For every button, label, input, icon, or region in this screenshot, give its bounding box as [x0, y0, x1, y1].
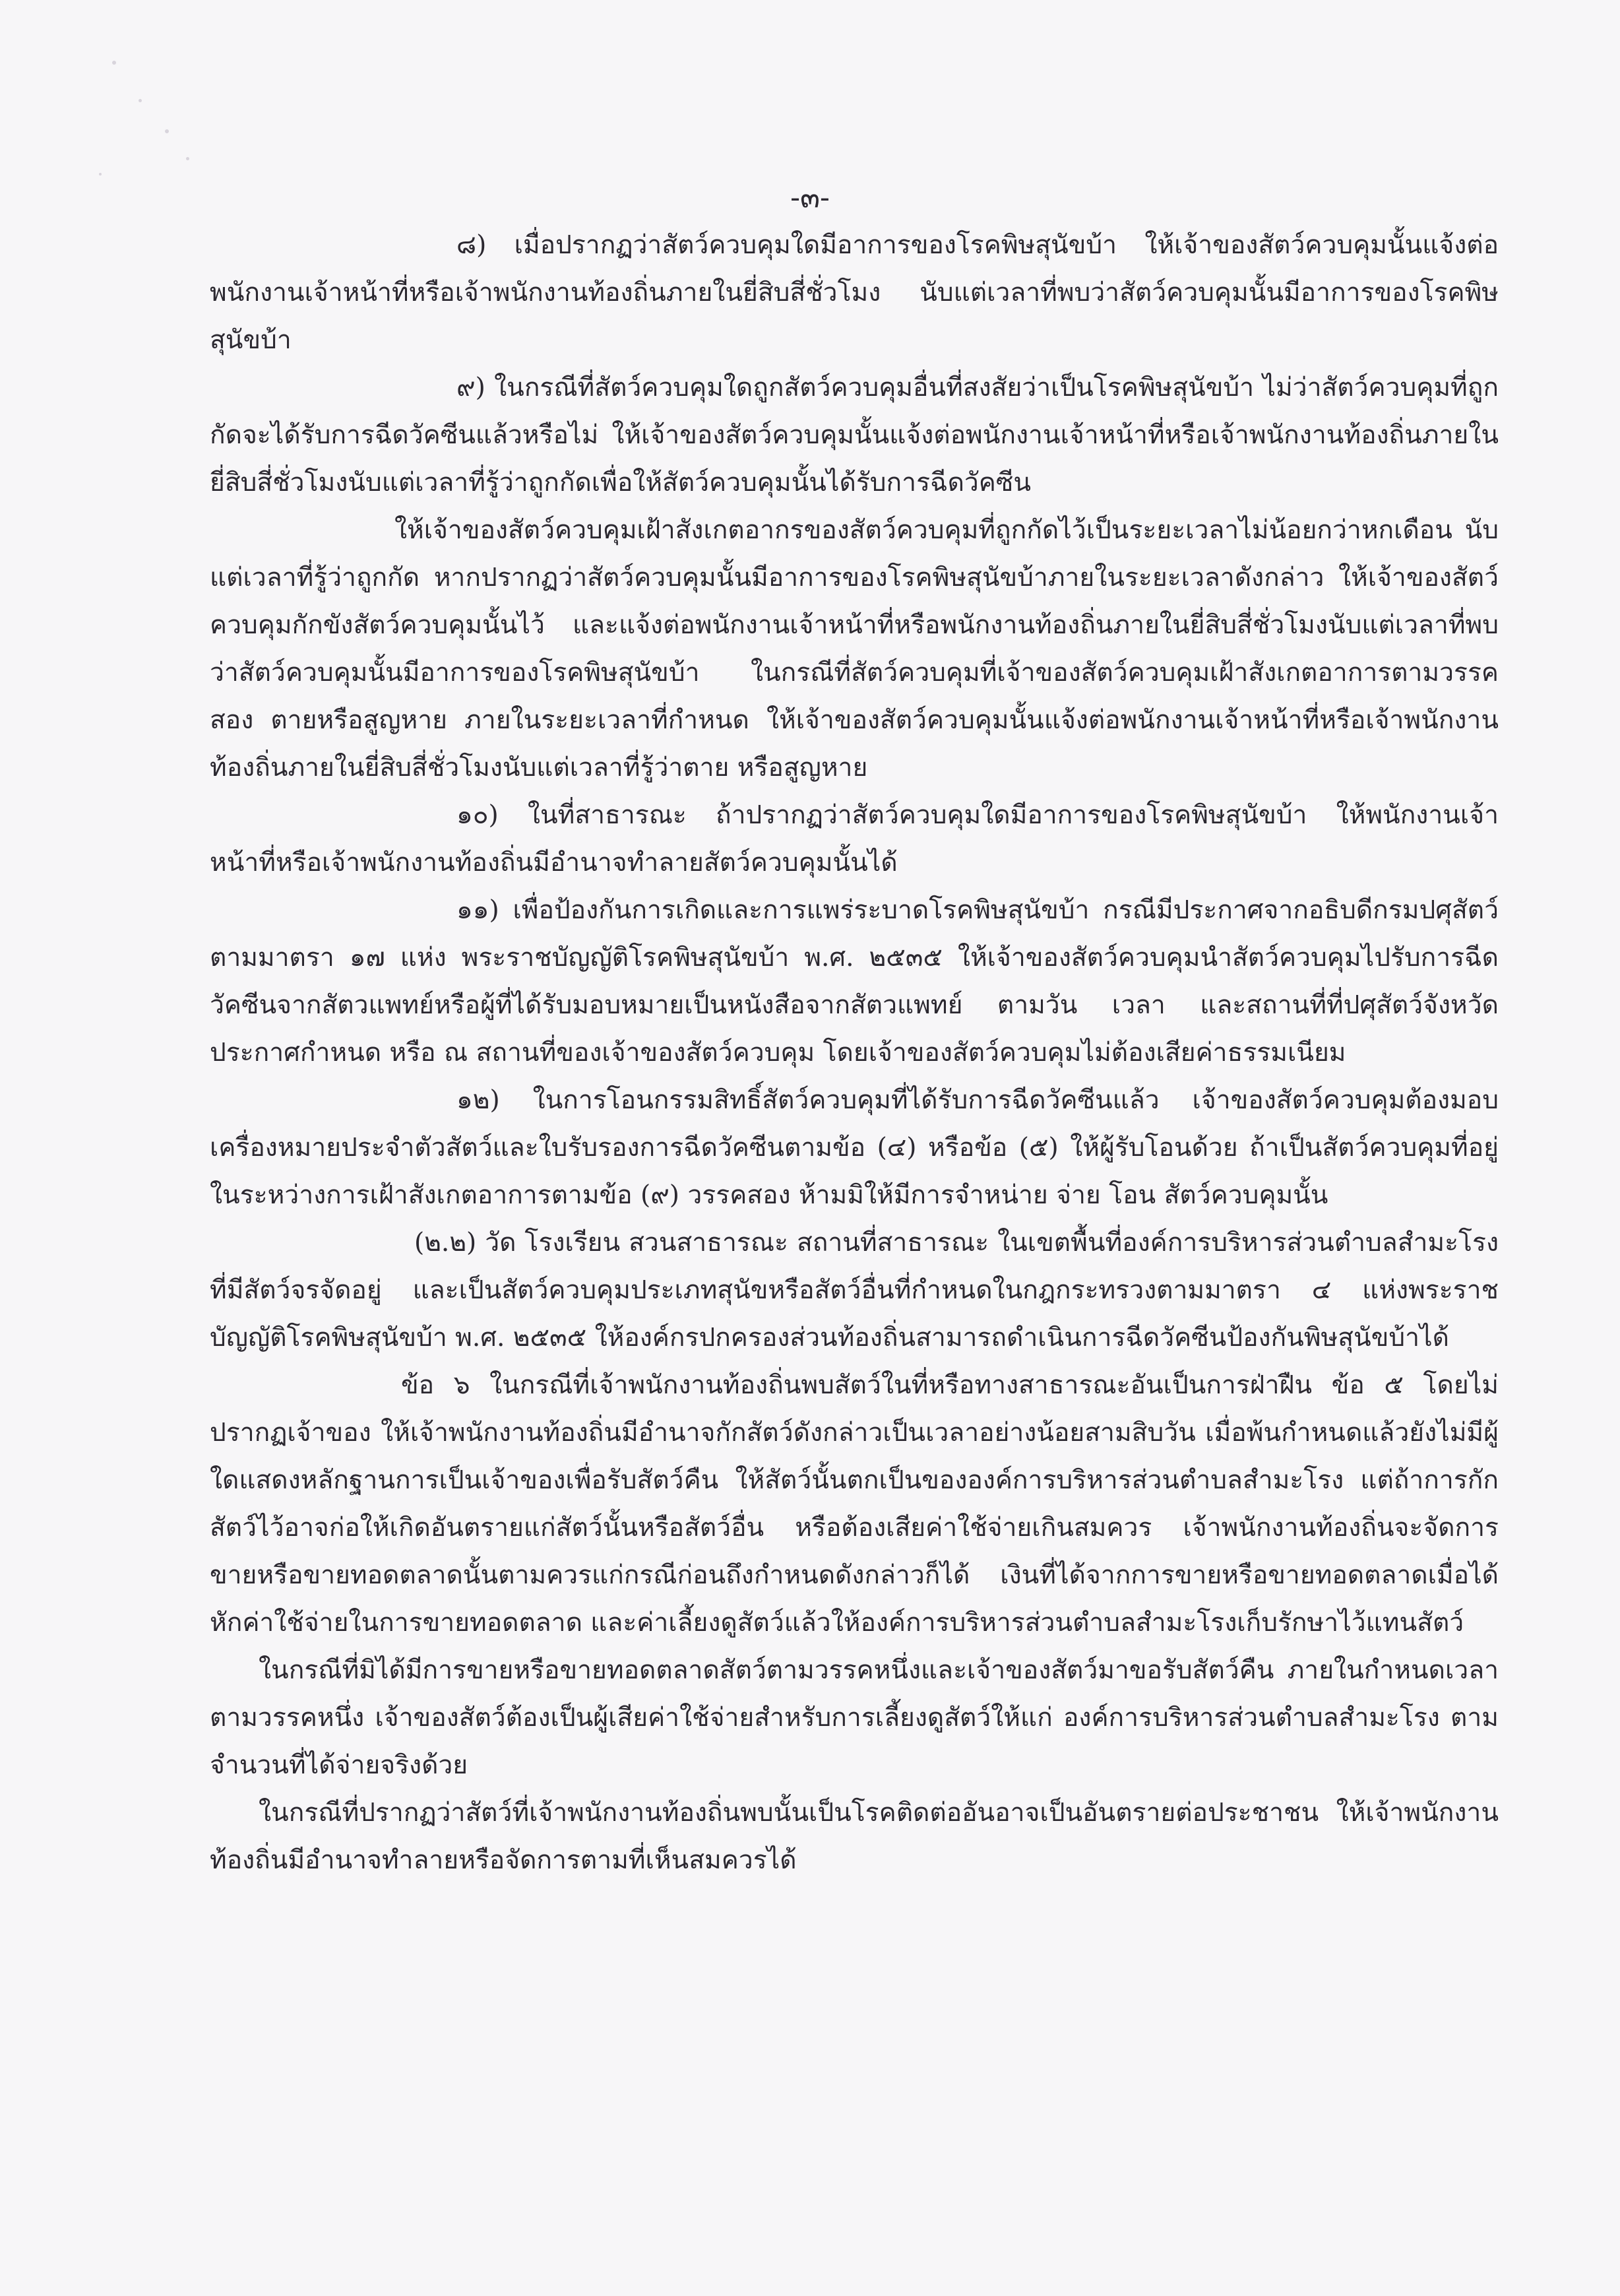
clause-12: ๑๒) ในการโอนกรรมสิทธิ์สัตว์ควบคุมที่ได้รับการฉีดวัคซีนแล้ว เจ้าของสัตว์ควบคุมต้องมอบเครื่องหมายประจำตัวสัตว์และใบรับรองการฉีดวัคซีนตามข้อ (๔) หรือข้อ (๕) ให้ผู้รับโอนด้วย ถ้าเป็นสัตว์ควบคุมที่อยู่ในระหว่างการเฝ้าสังเกตอาการตามข้อ (๙) วรรคสอง ห้ามมิให้มีการจำหน่าย จ่าย โอน สัตว์ควบคุมนั้น — [210, 1085, 1499, 1210]
article-6-paragraph-3: ในกรณีที่ปรากฏว่าสัตว์ที่เจ้าพนักงานท้องถิ่นพบนั้นเป็นโรคติดต่ออันอาจเป็นอันตรายต่อประชาชน ให้เจ้าพนักงานท้องถิ่นมีอำนาจทำลายหรือจัดการตามที่เห็นสมควรได้ — [210, 1798, 1499, 1875]
article-6-paragraph-2: ในกรณีที่มิได้มีการขายหรือขายทอดตลาดสัตว์ตามวรรคหนึ่งและเจ้าของสัตว์มาขอรับสัตว์คืน ภายในกำหนดเวลาตามวรรคหนึ่ง เจ้าของสัตว์ต้องเป็นผู้เสียค่าใช้จ่ายสำหรับการเลี้ยงดูสัตว์ให้แก่ องค์การบริหารส่วนตำบลสำมะโรง ตามจำนวนที่ได้จ่ายจริงด้วย — [210, 1655, 1499, 1780]
paper-speck — [139, 99, 142, 102]
paper-speck — [186, 157, 189, 160]
document-body — [210, 222, 1499, 1884]
clause-9: ๙) ในกรณีที่สัตว์ควบคุมใดถูกสัตว์ควบคุมอื่นที่สงสัยว่าเป็นโรคพิษสุนัขบ้า ไม่ว่าสัตว์ควบคุมที่ถูกกัดจะได้รับการฉีดวัคซีนแล้วหรือไม่ ให้เจ้าของสัตว์ควบคุมนั้นแจ้งต่อพนักงานเจ้าหน้าที่หรือเจ้าพนักงานท้องถิ่นภายในยี่สิบสี่ชั่วโมงนับแต่เวลาที่รู้ว่าถูกกัดเพื่อให้สัตว์ควบคุมนั้นได้รับการฉีดวัคซีน — [210, 373, 1499, 497]
paper-speck — [99, 173, 102, 175]
clause-9-paragraph-2: ให้เจ้าของสัตว์ควบคุมเฝ้าสังเกตอากรของสัตว์ควบคุมที่ถูกกัดไว้เป็นระยะเวลาไม่น้อยกว่าหกเดือน นับแต่เวลาที่รู้ว่าถูกกัด หากปรากฏว่าสัตว์ควบคุมนั้นมีอาการของโรคพิษสุนัขบ้าภายในระยะเวลาดังกล่าว ให้เจ้าของสัตว์ควบคุมกักขังสัตว์ควบคุมนั้นไว้ และแจ้งต่อพนักงานเจ้าหน้าที่หรือพนักงานท้องถิ่นภายในยี่สิบสี่ชั่วโมงนับแต่เวลาที่พบว่าสัตว์ควบคุมนั้นมีอาการของโรคพิษสุนัขบ้า ในกรณีที่สัตว์ควบคุมที่เจ้าของสัตว์ควบคุมเฝ้าสังเกตอาการตามวรรคสอง ตายหรือสูญหาย ภายในระยะเวลาที่กำหนด ให้เจ้าของสัตว์ควบคุมนั้นแจ้งต่อพนักงานเจ้าหน้าที่หรือเจ้าพนักงานท้องถิ่นภายในยี่สิบสี่ชั่วโมงนับแต่เวลาที่รู้ว่าตาย หรือสูญหาย — [210, 515, 1499, 782]
clause-11: ๑๑) เพื่อป้องกันการเกิดและการแพร่ระบาดโรคพิษสุนัขบ้า กรณีมีประกาศจากอธิบดีกรมปศุสัตว์ตามมาตรา ๑๗ แห่ง พระราชบัญญัติโรคพิษสุนัขบ้า พ.ศ. ๒๕๓๕ ให้เจ้าของสัตว์ควบคุมนำสัตว์ควบคุมไปรับการฉีดวัคซีนจากสัตวแพทย์หรือผู้ที่ได้รับมอบหมายเป็นหนังสือจากสัตวแพทย์ ตามวัน เวลา และสถานที่ที่ปศุสัตว์จังหวัดประกาศกำหนด หรือ ณ สถานที่ของเจ้าของสัตว์ควบคุม โดยเจ้าของสัตว์ควบคุมไม่ต้องเสียค่าธรรมเนียม — [210, 895, 1499, 1068]
clause-2-2: (๒.๒) วัด โรงเรียน สวนสาธารณะ สถานที่สาธารณะ ในเขตพื้นที่องค์การบริหารส่วนตำบลสำมะโรง ที่มีสัตว์จรจัดอยู่ และเป็นสัตว์ควบคุมประเภทสุนัขหรือสัตว์อื่นที่กำหนดในกฎกระทรวงตามมาตรา ๔ แห่งพระราชบัญญัติโรคพิษสุนัขบ้า พ.ศ. ๒๕๓๕ ให้องค์กรปกครองส่วนท้องถิ่นสามารถดำเนินการฉีดวัคซีนป้องกันพิษสุนัขบ้าได้ — [210, 1228, 1499, 1353]
page-number: -๓- — [790, 181, 830, 214]
article-6: ข้อ ๖ ในกรณีที่เจ้าพนักงานท้องถิ่นพบสัตว์ในที่หรือทางสาธารณะอันเป็นการฝ่าฝืน ข้อ ๕ โดยไม่ปรากฏเจ้าของ ให้เจ้าพนักงานท้องถิ่นมีอำนาจกักสัตว์ดังกล่าวเป็นเวลาอย่างน้อยสามสิบวัน เมื่อพ้นกำหนดแล้วยังไม่มีผู้ใดแสดงหลักฐานการเป็นเจ้าของเพื่อรับสัตว์คืน ให้สัตว์นั้นตกเป็นขององค์การบริหารส่วนตำบลสำมะโรง แต่ถ้าการกักสัตว์ไว้อาจก่อให้เกิดอันตรายแก่สัตว์นั้นหรือสัตว์อื่น หรือต้องเสียค่าใช้จ่ายเกินสมควร เจ้าพนักงานท้องถิ่นจะจัดการขายหรือขายทอดตลาดนั้นตามควรแก่กรณีก่อนถึงกำหนดดังกล่าวก็ได้ เงินที่ได้จากการขายหรือขายทอดตลาดเมื่อได้หักค่าใช้จ่ายในการขายทอดตลาด และค่าเลี้ยงดูสัตว์แล้วให้องค์การบริหารส่วนตำบลสำมะโรงเก็บรักษาไว้แทนสัตว์ — [210, 1370, 1499, 1638]
paper-speck — [112, 61, 116, 65]
clause-10: ๑๐) ในที่สาธารณะ ถ้าปรากฏว่าสัตว์ควบคุมใดมีอาการของโรคพิษสุนัขบ้า ให้พนักงานเจ้าหน้าที่หรือเจ้าพนักงานท้องถิ่นมีอำนาจทำลายสัตว์ควบคุมนั้นได้ — [210, 800, 1499, 877]
clause-8: ๘) เมื่อปรากฏว่าสัตว์ควบคุมใดมีอาการของโรคพิษสุนัขบ้า ให้เจ้าของสัตว์ควบคุมนั้นแจ้งต่อพนักงานเจ้าหน้าที่หรือเจ้าพนักงานท้องถิ่นภายในยี่สิบสี่ชั่วโมง นับแต่เวลาที่พบว่าสัตว์ควบคุมนั้นมีอาการของโรคพิษสุนัขบ้า — [210, 230, 1499, 355]
paper-speck — [165, 129, 169, 133]
